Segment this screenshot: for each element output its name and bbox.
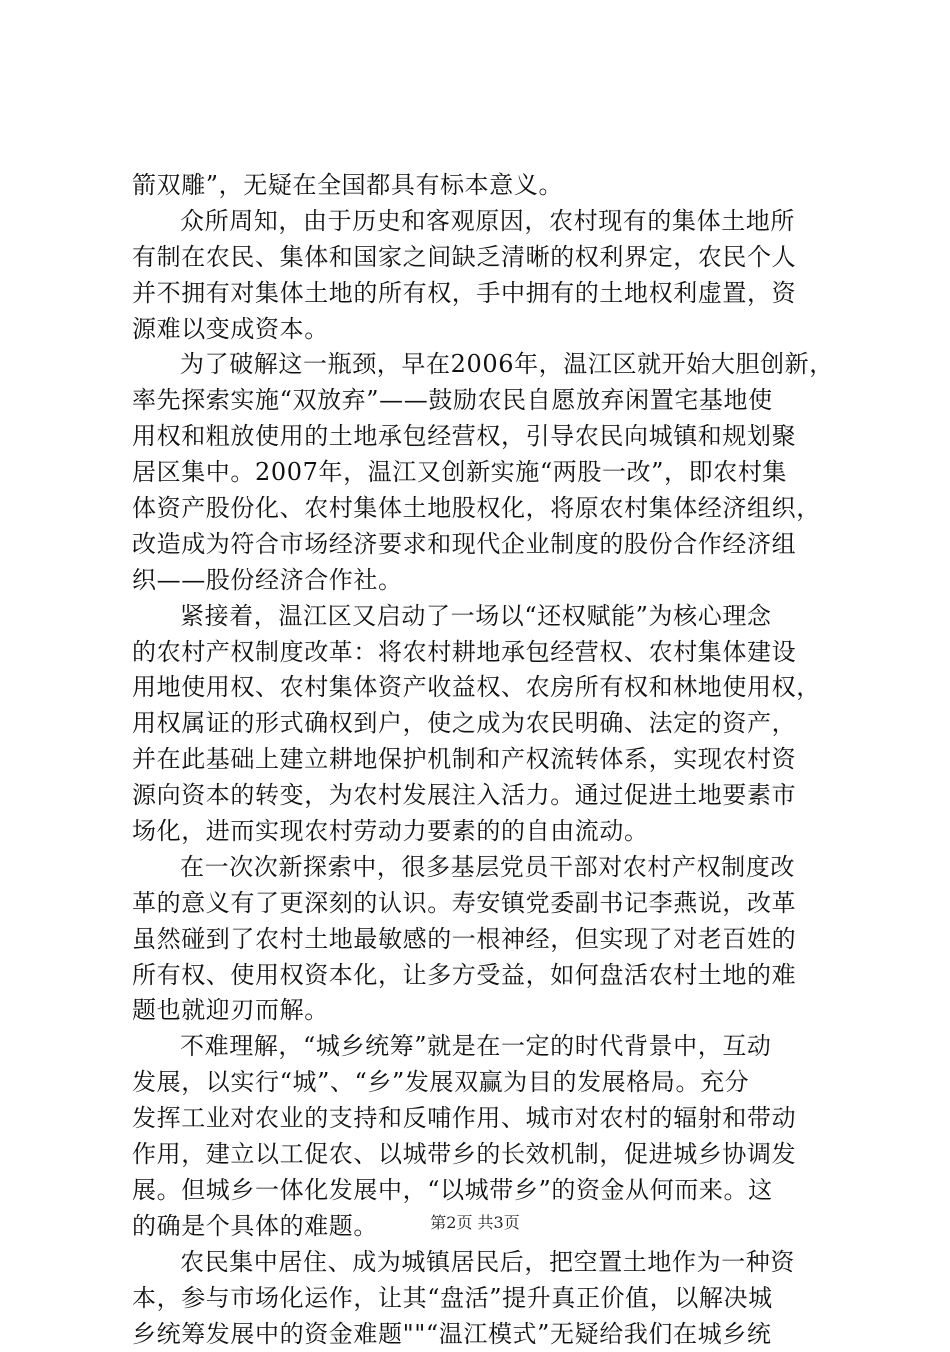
text-line: 虽然碰到了农村土地最敏感的一根神经，但实现了对老百姓的: [132, 922, 832, 958]
text-line: 源难以变成资本。: [132, 312, 832, 348]
text-line: 的农村产权制度改革：将农村耕地承包经营权、农村集体建设: [132, 635, 832, 671]
text-line: 居区集中。2007年，温江又创新实施“两股一改”，即农村集: [132, 455, 832, 491]
text-line: 所有权、使用权资本化，让多方受益，如何盘活农村土地的难: [132, 958, 832, 994]
text-line: 源向资本的转变，为农村发展注入活力。通过促进土地要素市: [132, 778, 832, 814]
document-body: [132, 168, 832, 1352]
text-line: 用权属证的形式确权到户，使之成为农民明确、法定的资产，: [132, 706, 832, 742]
text-line: 众所周知，由于历史和客观原因，农村现有的集体土地所: [132, 204, 832, 240]
text-line: 发挥工业对农业的支持和反哺作用、城市对农村的辐射和带动: [132, 1101, 832, 1137]
page-footer: 第2页 共3页: [0, 1212, 950, 1234]
text-line: 发展，以实行“城”、“乡”发展双赢为目的发展格局。充分: [132, 1065, 832, 1101]
text-line: 题也就迎刃而解。: [132, 993, 832, 1029]
text-line: 本，参与市场化运作，让其“盘活”提升真正价值，以解决城: [132, 1281, 832, 1317]
text-line: 用地使用权、农村集体资产收益权、农房所有权和林地使用权，: [132, 670, 832, 706]
text-line: 箭双雕”，无疑在全国都具有标本意义。: [132, 168, 832, 204]
text-line: 改造成为符合市场经济要求和现代企业制度的股份合作经济组: [132, 527, 832, 563]
text-line: 有制在农民、集体和国家之间缺乏清晰的权利界定，农民个人: [132, 240, 832, 276]
text-line: 农民集中居住、成为城镇居民后，把空置土地作为一种资: [132, 1245, 832, 1281]
text-line: 作用，建立以工促农、以城带乡的长效机制，促进城乡协调发: [132, 1137, 832, 1173]
text-line: 场化，进而实现农村劳动力要素的的自由流动。: [132, 814, 832, 850]
text-line: 并不拥有对集体土地的所有权，手中拥有的土地权利虚置，资: [132, 276, 832, 312]
text-line: 乡统筹发展中的资金难题""“温江模式”无疑给我们在城乡统: [132, 1317, 832, 1352]
text-line: 用权和粗放使用的土地承包经营权，引导农民向城镇和规划聚: [132, 419, 832, 455]
text-line: 的确是个具体的难题。: [132, 1209, 832, 1245]
text-line: 率先探索实施“双放弃”——鼓励农民自愿放弃闲置宅基地使: [132, 383, 832, 419]
text-line: 革的意义有了更深刻的认识。寿安镇党委副书记李燕说，改革: [132, 886, 832, 922]
text-line: 体资产股份化、农村集体土地股权化，将原农村集体经济组织，: [132, 491, 832, 527]
text-line: 紧接着，温江区又启动了一场以“还权赋能”为核心理念: [132, 599, 832, 635]
text-line: 并在此基础上建立耕地保护机制和产权流转体系，实现农村资: [132, 742, 832, 778]
text-line: 展。但城乡一体化发展中，“以城带乡”的资金从何而来。这: [132, 1173, 832, 1209]
text-line: 为了破解这一瓶颈，早在2006年，温江区就开始大胆创新，: [132, 347, 832, 383]
text-line: 织——股份经济合作社。: [132, 563, 832, 599]
text-line: 在一次次新探索中，很多基层党员干部对农村产权制度改: [132, 850, 832, 886]
text-line: 不难理解，“城乡统筹”就是在一定的时代背景中，互动: [132, 1029, 832, 1065]
